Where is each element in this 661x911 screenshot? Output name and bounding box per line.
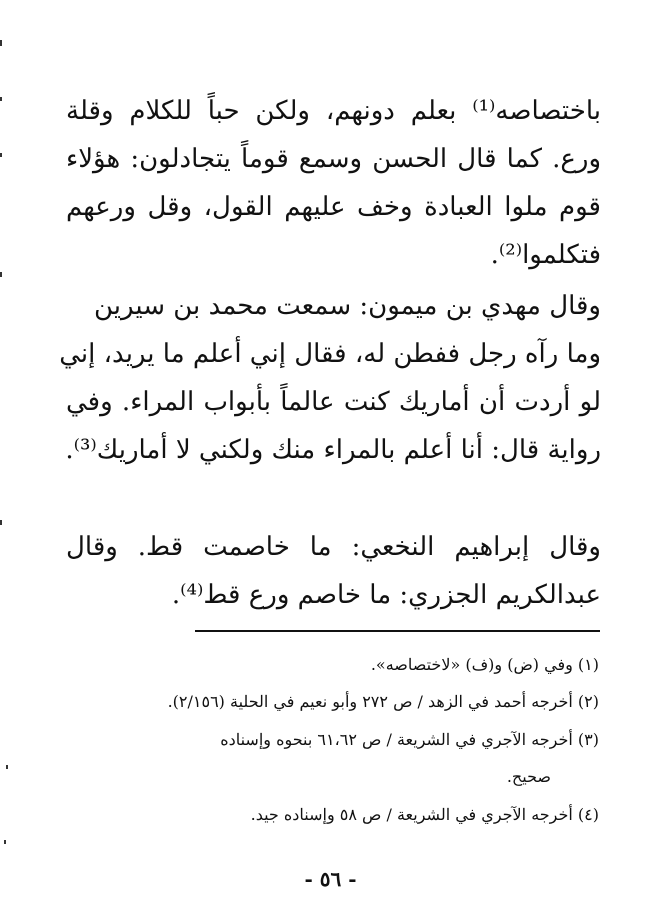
body-line: عبدالكريم الجزري: ما خاصم ورع قط⁽⁴⁾. [171, 580, 601, 610]
scan-mark [0, 40, 2, 46]
body-line: لو أردت أن أماريك كنت عالماً بأبواب المراء. وفي [66, 387, 601, 417]
body-line: وقال إبراهيم النخعي: ما خاصمت قط. وقال [66, 532, 601, 562]
scan-mark [0, 97, 2, 101]
footnote: (١) وفي (ض) و(ف) «لاختصاصه». [370, 655, 599, 674]
scan-mark [0, 520, 2, 525]
footnote: (٢) أخرجه أحمد في الزهد / ص ٢٧٢ وأبو نعيم في الحلية (٢/١٥٦). [167, 692, 599, 711]
footnote: (٤) أخرجه الآجري في الشريعة / ص ٥٨ وإسناده جيد. [250, 805, 599, 824]
body-line: وما رآه رجل ففطن له، فقال إني أعلم ما يريد، إني [59, 339, 601, 369]
footnote-continuation: صحيح. [506, 767, 551, 786]
body-line: قوم ملوا العبادة وخف عليهم القول، وقل ورعهم [66, 192, 601, 222]
body-line: رواية قال: أنا أعلم بالمراء منك ولكني لا أماريك⁽³⁾. [65, 435, 601, 465]
body-line: وقال مهدي بن ميمون: سمعت محمد بن سيرين [94, 291, 601, 321]
scan-mark [4, 840, 6, 844]
body-line: ورع. كما قال الحسن وسمع قوماً يتجادلون: هؤلاء [66, 144, 601, 174]
scan-mark [6, 765, 8, 769]
page-number: - ٥٦ - [304, 867, 357, 891]
footnote-divider [195, 630, 600, 632]
body-line: باختصاصه⁽¹⁾ بعلم دونهم، ولكن حباً للكلام وقلة [66, 96, 601, 126]
footnote: (٣) أخرجه الآجري في الشريعة / ص ٦١،٦٢ بنحوه وإسناده [220, 730, 599, 749]
body-line: فتكلموا⁽²⁾. [490, 240, 601, 270]
scan-mark [0, 272, 2, 277]
scan-mark [0, 153, 2, 157]
